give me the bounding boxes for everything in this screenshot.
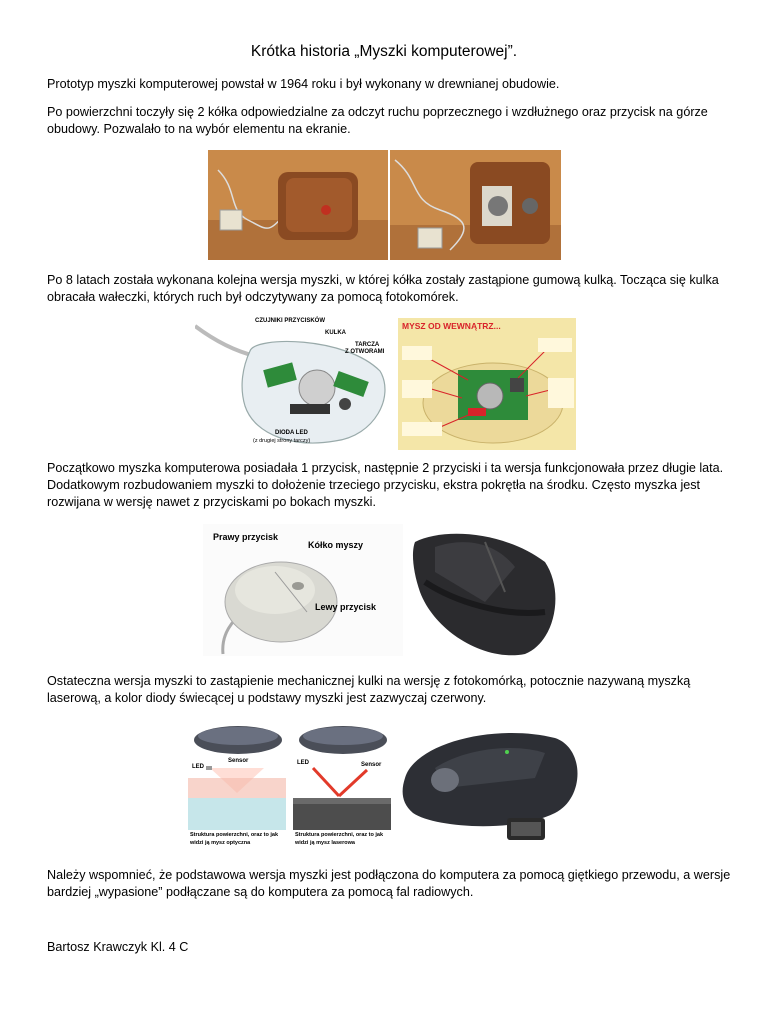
optical-mouse-diagram: [188, 718, 286, 850]
label-dioda-note: (z drugiej strony tarczy): [253, 438, 311, 444]
label-dioda: DIODA LED: [275, 430, 308, 436]
two-button-mouse-photo: [203, 524, 403, 656]
label-kulka: KULKA: [325, 330, 346, 336]
caption-optical-2: widzi ją mysz optyczna: [190, 840, 251, 846]
paragraph-optical: Ostateczna wersja myszki to zastąpienie mechanicznej kulki na wersję z fotokomórką, potocznie nazywaną myszką laserową, a kolor diody świecącej u podstawy myszki jest zazwyczaj czerwony.: [47, 674, 691, 705]
black-gaming-mouse-photo: [405, 522, 568, 660]
document-title: Krótka historia „Myszki komputerowej”.: [250, 43, 518, 60]
caption-laser-1: Struktura powierzchni, oraz to jak: [295, 832, 384, 838]
caption-laser-2: widzi ją mysz laserowa: [295, 840, 355, 846]
label-prawy-przycisk: Prawy przycisk: [213, 532, 279, 542]
label-sensor-laser: Sensor: [361, 762, 382, 768]
paragraph-prototype: Prototyp myszki komputerowej powstał w 1964 roku i był wykonany w drewnianej obudowie.: [47, 77, 560, 91]
label-czujniki: CZUJNIKI PRZYCISKÓW: [255, 318, 326, 324]
poster-heading: MYSZ OD WEWNĄTRZ...: [402, 321, 501, 331]
label-tarcza-otwory: Z OTWORAMI: [345, 349, 385, 355]
paragraph-wheels: Po powierzchni toczyły się 2 kółka odpowiedzialne za odczyt ruchu poprzecznego i wzdłużnego oraz przycisk na górze obudowy. Pozwalało to na wybór elementu na ekranie.: [47, 105, 708, 136]
label-sensor-optical: Sensor: [228, 758, 249, 764]
caption-optical-1: Struktura powierzchni, oraz to jak: [190, 832, 279, 838]
wooden-mouse-photo-top: [208, 150, 388, 260]
label-tarcza: TARCZA: [355, 342, 380, 348]
wireless-mouse-photo: [395, 718, 587, 856]
label-lewy-przycisk: Lewy przycisk: [315, 602, 377, 612]
inside-mouse-poster: [398, 318, 576, 450]
label-kolko-myszy: Kółko myszy: [308, 540, 364, 550]
paragraph-wireless: Należy wspomnieć, że podstawowa wersja myszki jest podłączona do komputera za pomocą giętkiego przewodu, a wersje bardziej „wypasione” podłączane są do komputera za pomocą fal radiowych.: [47, 868, 731, 899]
ball-mouse-diagram: [195, 316, 395, 450]
wooden-mouse-photo-bottom: [390, 150, 561, 260]
paragraph-buttons: Początkowo myszka komputerowa posiadała 1 przycisk, następnie 2 przyciski i ta wersja funkcjonowała przez długie lata. Dodatkowym rozbudowaniem myszki to dołożenie trzeciego przycisku, ekstra pokrętła na środku. Często myszka jest rozwijana w wersję nawet z przyciskami po bokach myszki.: [47, 461, 724, 509]
label-led-laser: LED: [297, 760, 309, 766]
laser-mouse-diagram: [293, 718, 391, 850]
paragraph-ball: Po 8 latach została wykonana kolejna wersja myszki, w której kółka zostały zastąpione gumową kulką. Tocząca się kulka obracała wałeczki, których ruch był odczytywany za pomocą fotokomórek.: [47, 273, 719, 304]
author-footer: Bartosz Krawczyk Kl. 4 C: [47, 940, 189, 954]
label-led-optical: LED: [192, 764, 204, 770]
